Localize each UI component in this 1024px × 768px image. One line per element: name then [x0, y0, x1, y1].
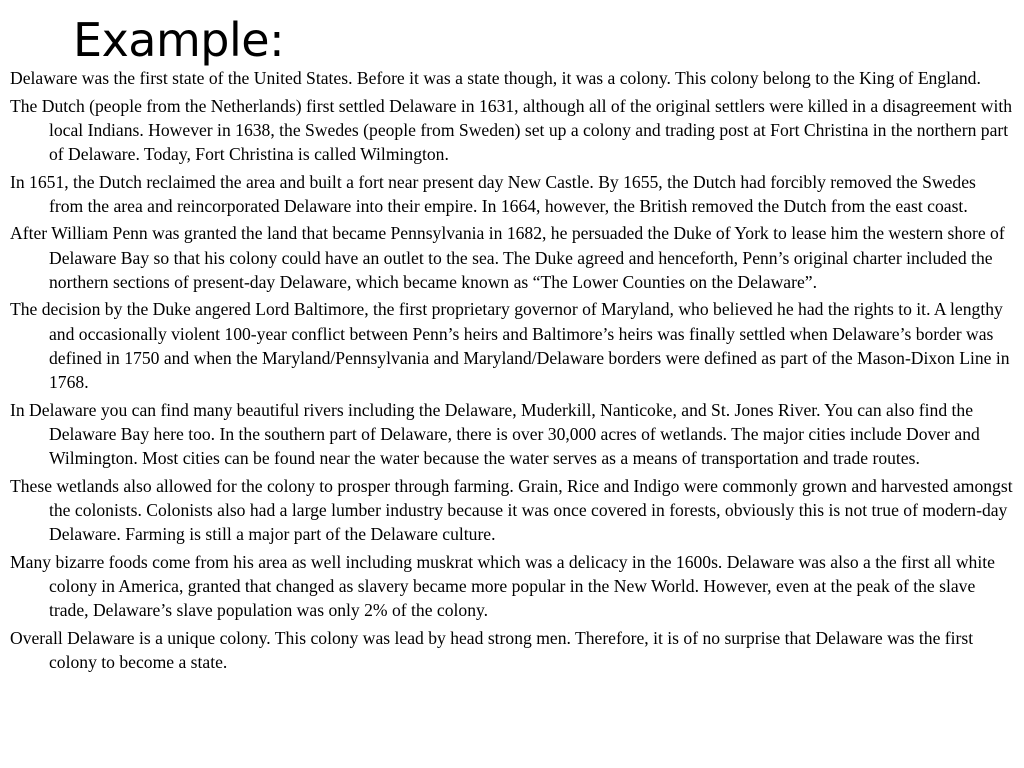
- paragraph-lord-baltimore: The decision by the Duke angered Lord Baltimore, the first proprietary governor of Maryland, who believed he had the rights to it. A lengthy and occasionally violent 100-year conflict between Penn’s heirs and Baltimore’s heirs was finally settled when Delaware’s border was defined in 1750 and when the Maryland/Pennsylvania and Maryland/Delaware borders were defined as part of the Mason-Dixon Line in 1768.: [10, 299, 1010, 392]
- paragraph-dutch-reclaim: In 1651, the Dutch reclaimed the area and built a fort near present day New Castle. By 1655, the Dutch had forcibly removed the Swedes from the area and reincorporated Delaware into their empire. In 1664, however, the British removed the Dutch from the east coast.: [10, 171, 976, 216]
- paragraph-rivers-geography: In Delaware you can find many beautiful rivers including the Delaware, Muderkill, Nanticoke, and St. Jones River. You can also find the Delaware Bay here too. In the southern part of Delaware, there is over 30,000 acres of wetlands. The major cities include Dover and Wilmington. Most cities can be found near the water because the water serves as a means of transportation and trade routes.: [10, 399, 980, 468]
- slide-body: [10, 66, 1014, 677]
- paragraph-foods-slavery: Many bizarre foods come from his area as well including muskrat which was a delicacy in the 1600s. Delaware was also a the first all white colony in America, granted that changed as slavery became more popular in the New World. However, even at the peak of the slave trade, Delaware’s slave population was only 2% of the colony.: [10, 551, 995, 620]
- paragraph-delaware-first-state: Delaware was the first state of the United States. Before it was a state though, it was a colony. This colony belong to the King of England.: [10, 68, 981, 88]
- paragraph-william-penn: After William Penn was granted the land that became Pennsylvania in 1682, he persuaded the Duke of York to lease him the western shore of Delaware Bay so that his colony could have an outlet to the sea. The Duke agreed and henceforth, Penn’s original charter included the northern sections of present-day Delaware, which became known as “The Lower Counties on the Delaware”.: [10, 223, 1005, 292]
- paragraph-dutch-settlement: The Dutch (people from the Netherlands) first settled Delaware in 1631, although all of the original settlers were killed in a disagreement with local Indians. However in 1638, the Swedes (people from Sweden) set up a colony and trading post at Fort Christina in the northern part of Delaware. Today, Fort Christina is called Wilmington.: [10, 95, 1013, 164]
- paragraph-conclusion: Overall Delaware is a unique colony. This colony was lead by head strong men. Therefore, it is of no surprise that Delaware was the first colony to become a state.: [10, 627, 974, 672]
- paragraph-farming: These wetlands also allowed for the colony to prosper through farming. Grain, Rice and Indigo were commonly grown and harvested amongst the colonists. Colonists also had a large lumber industry because it was once covered in forests, obviously this is not true of modern-day Delaware. Farming is still a major part of the Delaware culture.: [10, 475, 1013, 544]
- slide-title: Example:: [73, 13, 285, 67]
